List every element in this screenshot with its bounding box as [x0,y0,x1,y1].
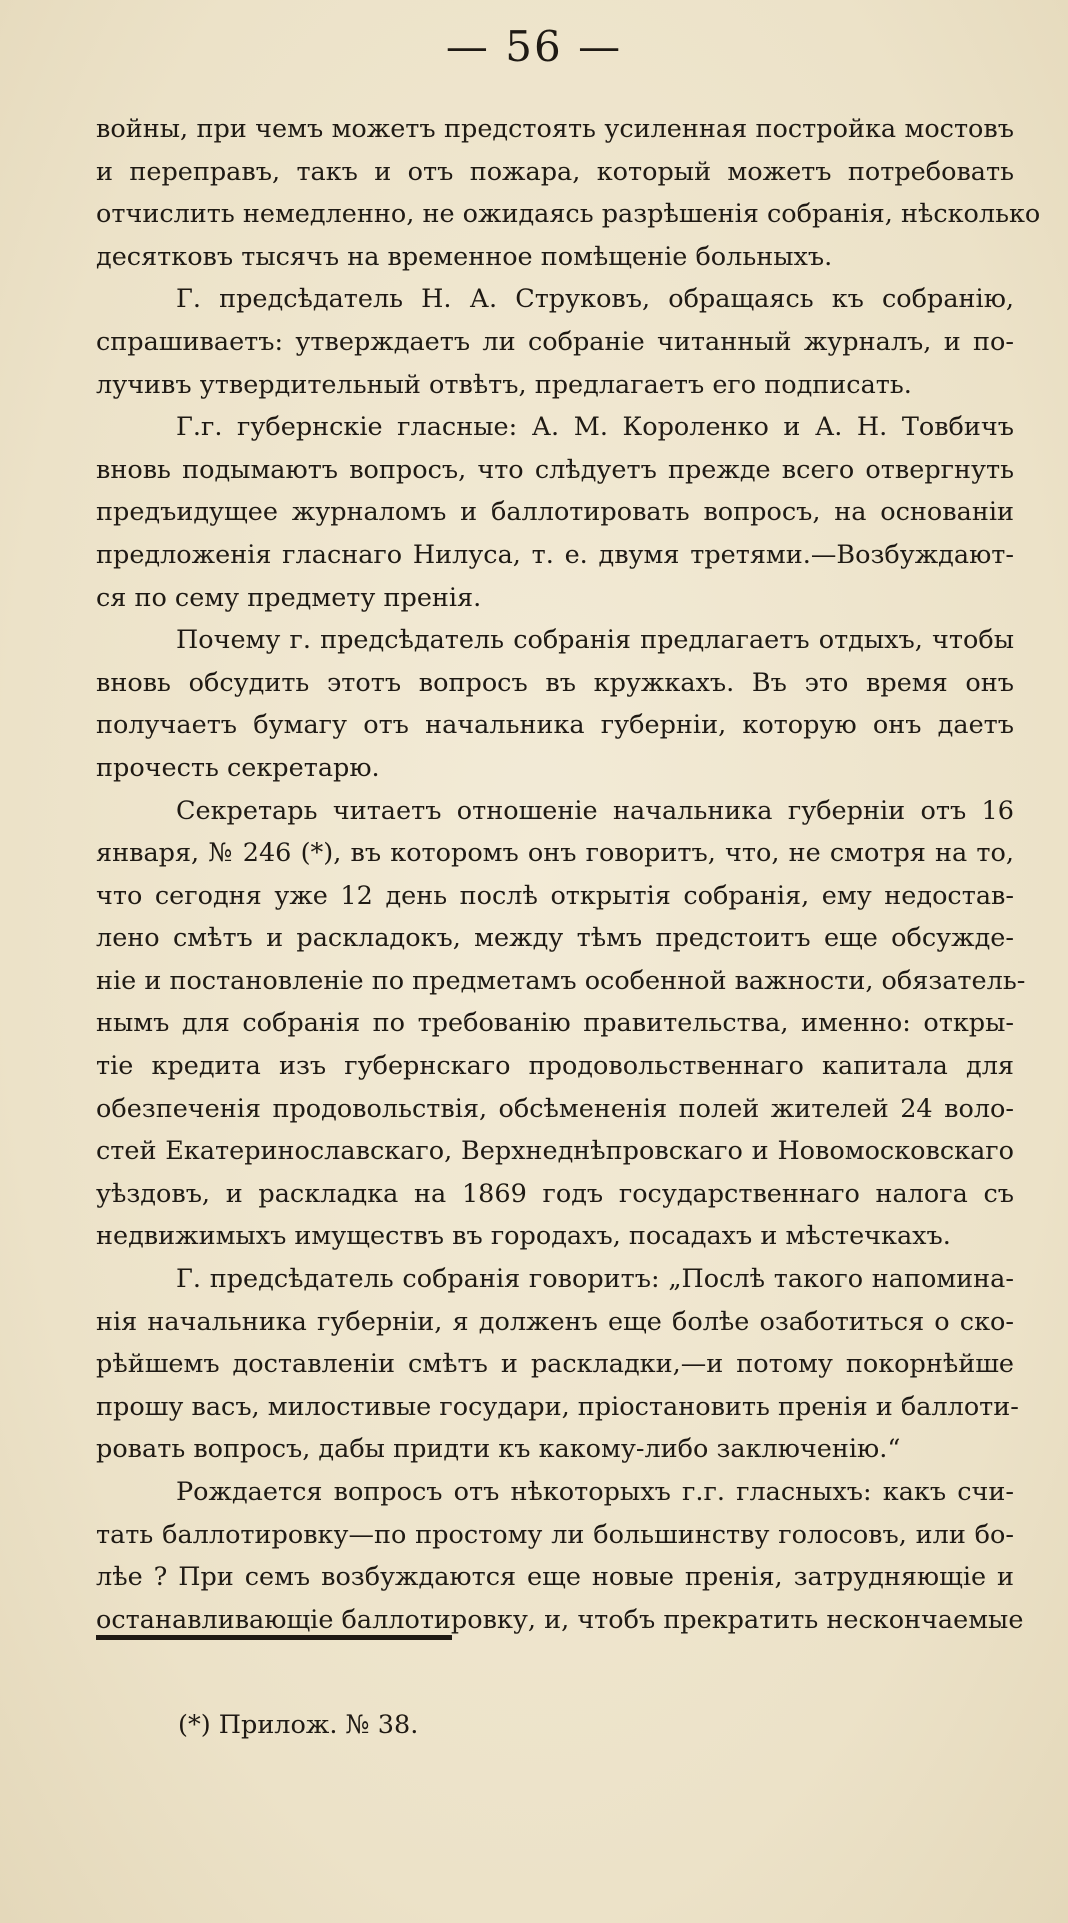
text-line: ся по сему предмету пренія. [96,582,482,613]
text-line: лѣе ? При семъ возбуждаются еще новые пренія, затрудняющіе и [96,1562,1014,1593]
text-line: предъидущее журналомъ и баллотировать вопросъ, на основаніи [96,497,1014,528]
text-line: Почему г. предсѣдатель собранія предлагаетъ отдыхъ, чтобы [176,625,1014,656]
text-line: вновь обсудить этотъ вопросъ въ кружкахъ. Въ это время онъ [96,667,1014,698]
text-line: лучивъ утвердительный отвѣтъ, предлагаетъ его подписать. [96,369,912,400]
footnote: (*) Прилож. № 38. [178,1710,419,1740]
text-line: отчислить немедленно, не ожидаясь разрѣшенія собранія, нѣсколько [96,199,1041,230]
text-line: Г. предсѣдатель Н. А. Струковъ, обращаясь къ собранію, [176,284,1014,315]
text-line: обезпеченія продовольствія, обсѣмененія полей жителей 24 воло- [96,1093,1014,1124]
text-line: января, № 246 (*), въ которомъ онъ говоритъ, что, не смотря на то, [96,838,1014,869]
page-number: — 56 — [445,22,623,71]
text-line: стей Екатеринославскаго, Верхнеднѣпровскаго и Новомосковскаго [96,1136,1014,1167]
text-line: тать баллотировку—по простому ли большинству голосовъ, или бо- [96,1519,1014,1550]
body-text [96,108,1041,1641]
text-line: вновь подымаютъ вопросъ, что слѣдуетъ прежде всего отвергнуть [96,454,1014,485]
text-line: Г. предсѣдатель собранія говоритъ: „Послѣ такого напомина- [176,1264,1014,1295]
text-line: останавливающіе баллотировку, и, чтобъ прекратить нескончаемые [96,1604,1024,1635]
text-line: Г.г. губернскіе гласные: А. М. Короленко и А. Н. Товбичъ [176,412,1014,443]
text-line: войны, при чемъ можетъ предстоять усиленная постройка мостовъ [96,114,1014,144]
text-line: и переправъ, такъ и отъ пожара, который можетъ потребовать [96,156,1014,187]
footnote-divider [96,1635,452,1640]
text-line: нымъ для собранія по требованію правительства, именно: откры- [96,1008,1014,1039]
text-line: нія начальника губерніи, я долженъ еще болѣе озаботиться о ско- [96,1306,1014,1337]
text-line: десятковъ тысячъ на временное помѣщеніе больныхъ. [96,241,833,272]
text-line: лено смѣтъ и раскладокъ, между тѣмъ предстоитъ еще обсужде- [96,923,1014,954]
text-line: ніе и постановленіе по предметамъ особенной важности, обязатель- [96,965,1026,996]
text-line: уѣздовъ, и раскладка на 1869 годъ государственнаго налога съ [96,1178,1014,1209]
text-line: тіе кредита изъ губернскаго продовольственнаго капитала для [96,1051,1014,1082]
text-line: получаетъ бумагу отъ начальника губерніи, которую онъ даетъ [96,710,1014,741]
text-line: прошу васъ, милостивые государи, пріостановить пренія и баллоти- [96,1391,1019,1422]
text-line: рѣйшемъ доставленіи смѣтъ и раскладки,—и потому покорнѣйше [96,1349,1014,1380]
text-line: предложенія гласнаго Нилуса, т. е. двумя третями.—Возбуждают- [96,539,1014,570]
text-line: спрашиваетъ: утверждаетъ ли собраніе читанный журналъ, и по- [96,326,1014,357]
text-line: Секретарь читаетъ отношеніе начальника губерніи отъ 16 [176,795,1014,826]
text-line: прочесть секретарю. [96,752,380,783]
text-line: что сегодня уже 12 день послѣ открытія собранія, ему недостав- [96,880,1014,911]
text-line: недвижимыхъ имуществъ въ городахъ, посадахъ и мѣстечкахъ. [96,1221,951,1252]
text-line: Рождается вопросъ отъ нѣкоторыхъ г.г. гласныхъ: какъ счи- [176,1477,1014,1507]
text-line: ровать вопросъ, дабы придти къ какому-либо заключенію.“ [96,1434,901,1465]
